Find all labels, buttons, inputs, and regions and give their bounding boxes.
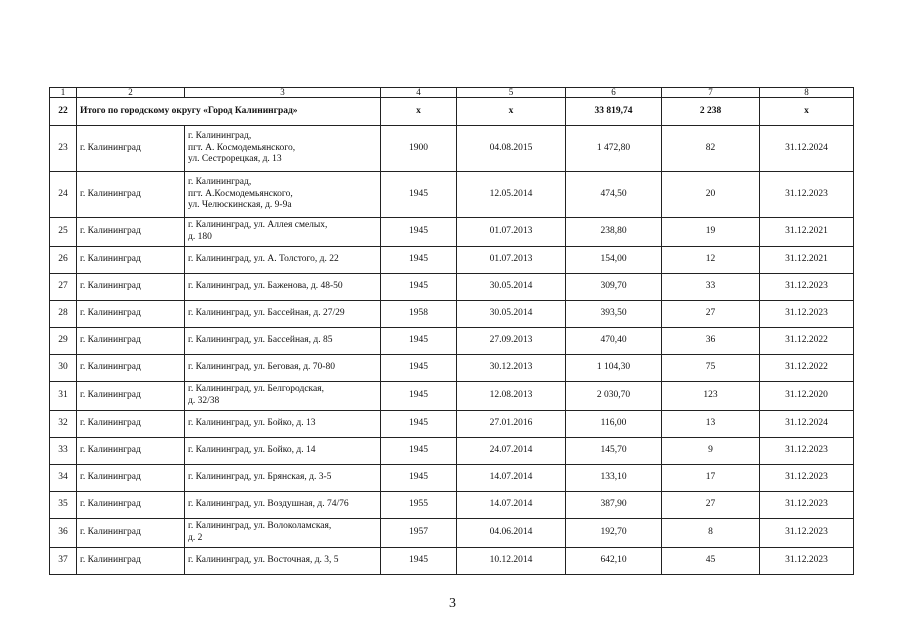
year-cell: 1945 xyxy=(381,465,457,492)
table-row xyxy=(50,274,854,301)
date-cell: 04.06.2014 xyxy=(457,519,566,548)
year-cell: 1945 xyxy=(381,172,457,218)
area-cell: 642,10 xyxy=(566,548,662,575)
address-line: пгт. А. Космодемьянского, xyxy=(188,142,296,153)
people-cell: 75 xyxy=(662,355,760,382)
municipality-cell: г. Калининград xyxy=(77,126,185,172)
address-line: ул. Челюскинская, д. 9-9а xyxy=(188,200,292,211)
table-row xyxy=(50,548,854,575)
row-number: 24 xyxy=(50,172,77,218)
table-row xyxy=(50,328,854,355)
year-cell: 1945 xyxy=(381,274,457,301)
address-line: г. Калининград, xyxy=(188,176,252,187)
row-number: 31 xyxy=(50,382,77,411)
table-row xyxy=(50,492,854,519)
table-row xyxy=(50,126,854,172)
area-cell: 145,70 xyxy=(566,438,662,465)
address-cell xyxy=(185,548,381,575)
column-number: 7 xyxy=(662,88,760,98)
municipality-cell: г. Калининград xyxy=(77,492,185,519)
date-cell: 04.08.2015 xyxy=(457,126,566,172)
deadline-cell: 31.12.2022 xyxy=(760,355,854,382)
address-cell xyxy=(185,519,381,548)
municipality-cell: г. Калининград xyxy=(77,247,185,274)
row-number: 37 xyxy=(50,548,77,575)
area-cell: 309,70 xyxy=(566,274,662,301)
area-cell: 116,00 xyxy=(566,411,662,438)
table-row xyxy=(50,172,854,218)
row-number: 34 xyxy=(50,465,77,492)
address-line: г. Калининград, ул. Бойко, д. 14 xyxy=(188,445,316,456)
table-row xyxy=(50,355,854,382)
municipality-cell: г. Калининград xyxy=(77,218,185,247)
people-cell: 13 xyxy=(662,411,760,438)
total-row-label: Итого по городскому округу «Город Калининград» xyxy=(77,98,381,126)
people-cell: 27 xyxy=(662,492,760,519)
date-cell: 14.07.2014 xyxy=(457,492,566,519)
date-cell: 27.01.2016 xyxy=(457,411,566,438)
date-cell: 27.09.2013 xyxy=(457,328,566,355)
deadline-cell: 31.12.2023 xyxy=(760,301,854,328)
address-line: г. Калининград, ул. Бассейная, д. 85 xyxy=(188,335,333,346)
municipality-cell: г. Калининград xyxy=(77,548,185,575)
deadline-cell: 31.12.2021 xyxy=(760,218,854,247)
address-cell xyxy=(185,126,381,172)
row-number: 30 xyxy=(50,355,77,382)
people-cell: 12 xyxy=(662,247,760,274)
date-cell: 14.07.2014 xyxy=(457,465,566,492)
table-row xyxy=(50,382,854,411)
address-cell xyxy=(185,172,381,218)
column-number: 6 xyxy=(566,88,662,98)
deadline-cell: 31.12.2023 xyxy=(760,438,854,465)
people-cell: 8 xyxy=(662,519,760,548)
date-cell: 30.12.2013 xyxy=(457,355,566,382)
year-cell: 1900 xyxy=(381,126,457,172)
column-number: 5 xyxy=(457,88,566,98)
people-cell: 33 xyxy=(662,274,760,301)
date-cell: 30.05.2014 xyxy=(457,274,566,301)
municipality-cell: г. Калининград xyxy=(77,519,185,548)
deadline-cell: 31.12.2023 xyxy=(760,519,854,548)
people-cell: 36 xyxy=(662,328,760,355)
address-cell xyxy=(185,382,381,411)
address-line: г. Калининград, ул. Бойко, д. 13 xyxy=(188,418,316,429)
area-cell: 470,40 xyxy=(566,328,662,355)
table-body xyxy=(50,88,854,575)
municipality-cell: г. Калининград xyxy=(77,328,185,355)
address-cell xyxy=(185,411,381,438)
address-cell xyxy=(185,438,381,465)
deadline-cell: 31.12.2023 xyxy=(760,492,854,519)
municipality-cell: г. Калининград xyxy=(77,274,185,301)
date-cell: 24.07.2014 xyxy=(457,438,566,465)
address-cell xyxy=(185,301,381,328)
address-cell xyxy=(185,274,381,301)
people-cell: 45 xyxy=(662,548,760,575)
people-cell: 82 xyxy=(662,126,760,172)
deadline-cell: 31.12.2024 xyxy=(760,411,854,438)
address-cell xyxy=(185,492,381,519)
address-line: г. Калининград, xyxy=(188,130,252,141)
municipality-cell: г. Калининград xyxy=(77,465,185,492)
row-number: 23 xyxy=(50,126,77,172)
address-line: г. Калининград, ул. Белгородская, xyxy=(188,384,324,395)
area-cell: 393,50 xyxy=(566,301,662,328)
table-row xyxy=(50,411,854,438)
address-line: ул. Сестрорецкая, д. 13 xyxy=(188,154,282,165)
column-number: 3 xyxy=(185,88,381,98)
total-col5: х xyxy=(457,98,566,126)
address-cell xyxy=(185,328,381,355)
municipality-cell: г. Калининград xyxy=(77,301,185,328)
municipality-cell: г. Калининград xyxy=(77,172,185,218)
row-number: 29 xyxy=(50,328,77,355)
year-cell: 1945 xyxy=(381,411,457,438)
year-cell: 1945 xyxy=(381,438,457,465)
people-cell: 9 xyxy=(662,438,760,465)
address-line: г. Калининград, ул. Беговая, д. 70-80 xyxy=(188,362,335,373)
municipality-cell: г. Калининград xyxy=(77,355,185,382)
column-number: 8 xyxy=(760,88,854,98)
address-line: г. Калининград, ул. А. Толстого, д. 22 xyxy=(188,254,339,265)
year-cell: 1945 xyxy=(381,382,457,411)
area-cell: 238,80 xyxy=(566,218,662,247)
table-row xyxy=(50,301,854,328)
total-col4: х xyxy=(381,98,457,126)
row-number: 27 xyxy=(50,274,77,301)
people-cell: 20 xyxy=(662,172,760,218)
address-line: г. Калининград, ул. Аллея смелых, xyxy=(188,220,328,231)
year-cell: 1955 xyxy=(381,492,457,519)
area-cell: 387,90 xyxy=(566,492,662,519)
municipality-cell: г. Калининград xyxy=(77,411,185,438)
table-row xyxy=(50,247,854,274)
housing-table xyxy=(49,87,854,575)
address-line: г. Калининград, ул. Воздушная, д. 74/76 xyxy=(188,499,349,510)
date-cell: 01.07.2013 xyxy=(457,218,566,247)
area-cell: 1 104,30 xyxy=(566,355,662,382)
address-line: д. 32/38 xyxy=(188,396,220,406)
year-cell: 1945 xyxy=(381,328,457,355)
table-row xyxy=(50,519,854,548)
table-row xyxy=(50,438,854,465)
deadline-cell: 31.12.2023 xyxy=(760,548,854,575)
row-number: 33 xyxy=(50,438,77,465)
area-cell: 192,70 xyxy=(566,519,662,548)
municipality-cell: г. Калининград xyxy=(77,438,185,465)
year-cell: 1945 xyxy=(381,218,457,247)
total-col8: х xyxy=(760,98,854,126)
deadline-cell: 31.12.2024 xyxy=(760,126,854,172)
column-number: 4 xyxy=(381,88,457,98)
row-number: 35 xyxy=(50,492,77,519)
year-cell: 1958 xyxy=(381,301,457,328)
address-line: г. Калининград, ул. Волоколамская, xyxy=(188,521,332,532)
deadline-cell: 31.12.2023 xyxy=(760,172,854,218)
date-cell: 12.05.2014 xyxy=(457,172,566,218)
people-cell: 123 xyxy=(662,382,760,411)
total-row-number: 22 xyxy=(50,98,77,126)
address-cell xyxy=(185,355,381,382)
people-cell: 19 xyxy=(662,218,760,247)
municipality-cell: г. Калининград xyxy=(77,382,185,411)
date-cell: 01.07.2013 xyxy=(457,247,566,274)
year-cell: 1945 xyxy=(381,548,457,575)
address-cell xyxy=(185,218,381,247)
date-cell: 30.05.2014 xyxy=(457,301,566,328)
year-cell: 1957 xyxy=(381,519,457,548)
address-line: г. Калининград, ул. Бассейная, д. 27/29 xyxy=(188,308,345,319)
column-number-row xyxy=(50,88,854,98)
table-row xyxy=(50,465,854,492)
deadline-cell: 31.12.2023 xyxy=(760,465,854,492)
address-line: д. 2 xyxy=(188,533,203,543)
row-number: 25 xyxy=(50,218,77,247)
row-number: 36 xyxy=(50,519,77,548)
deadline-cell: 31.12.2022 xyxy=(760,328,854,355)
address-cell xyxy=(185,465,381,492)
area-cell: 1 472,80 xyxy=(566,126,662,172)
row-number: 32 xyxy=(50,411,77,438)
address-line: пгт. А.Космодемьянского, xyxy=(188,188,293,199)
area-cell: 474,50 xyxy=(566,172,662,218)
table-row xyxy=(50,218,854,247)
area-cell: 154,00 xyxy=(566,247,662,274)
year-cell: 1945 xyxy=(381,247,457,274)
people-cell: 17 xyxy=(662,465,760,492)
deadline-cell: 31.12.2023 xyxy=(760,274,854,301)
column-number: 2 xyxy=(77,88,185,98)
total-row xyxy=(50,98,854,126)
total-people: 2 238 xyxy=(662,98,760,126)
deadline-cell: 31.12.2021 xyxy=(760,247,854,274)
address-line: г. Калининград, ул. Восточная, д. 3, 5 xyxy=(188,555,339,566)
address-line: д. 180 xyxy=(188,232,212,242)
column-number: 1 xyxy=(50,88,77,98)
total-area: 33 819,74 xyxy=(566,98,662,126)
people-cell: 27 xyxy=(662,301,760,328)
area-cell: 133,10 xyxy=(566,465,662,492)
date-cell: 10.12.2014 xyxy=(457,548,566,575)
address-cell xyxy=(185,247,381,274)
address-line: г. Калининград, ул. Брянская, д. 3-5 xyxy=(188,472,332,483)
deadline-cell: 31.12.2020 xyxy=(760,382,854,411)
row-number: 28 xyxy=(50,301,77,328)
area-cell: 2 030,70 xyxy=(566,382,662,411)
date-cell: 12.08.2013 xyxy=(457,382,566,411)
year-cell: 1945 xyxy=(381,355,457,382)
row-number: 26 xyxy=(50,247,77,274)
page-number: 3 xyxy=(449,596,456,611)
address-line: г. Калининград, ул. Баженова, д. 48-50 xyxy=(188,281,343,292)
